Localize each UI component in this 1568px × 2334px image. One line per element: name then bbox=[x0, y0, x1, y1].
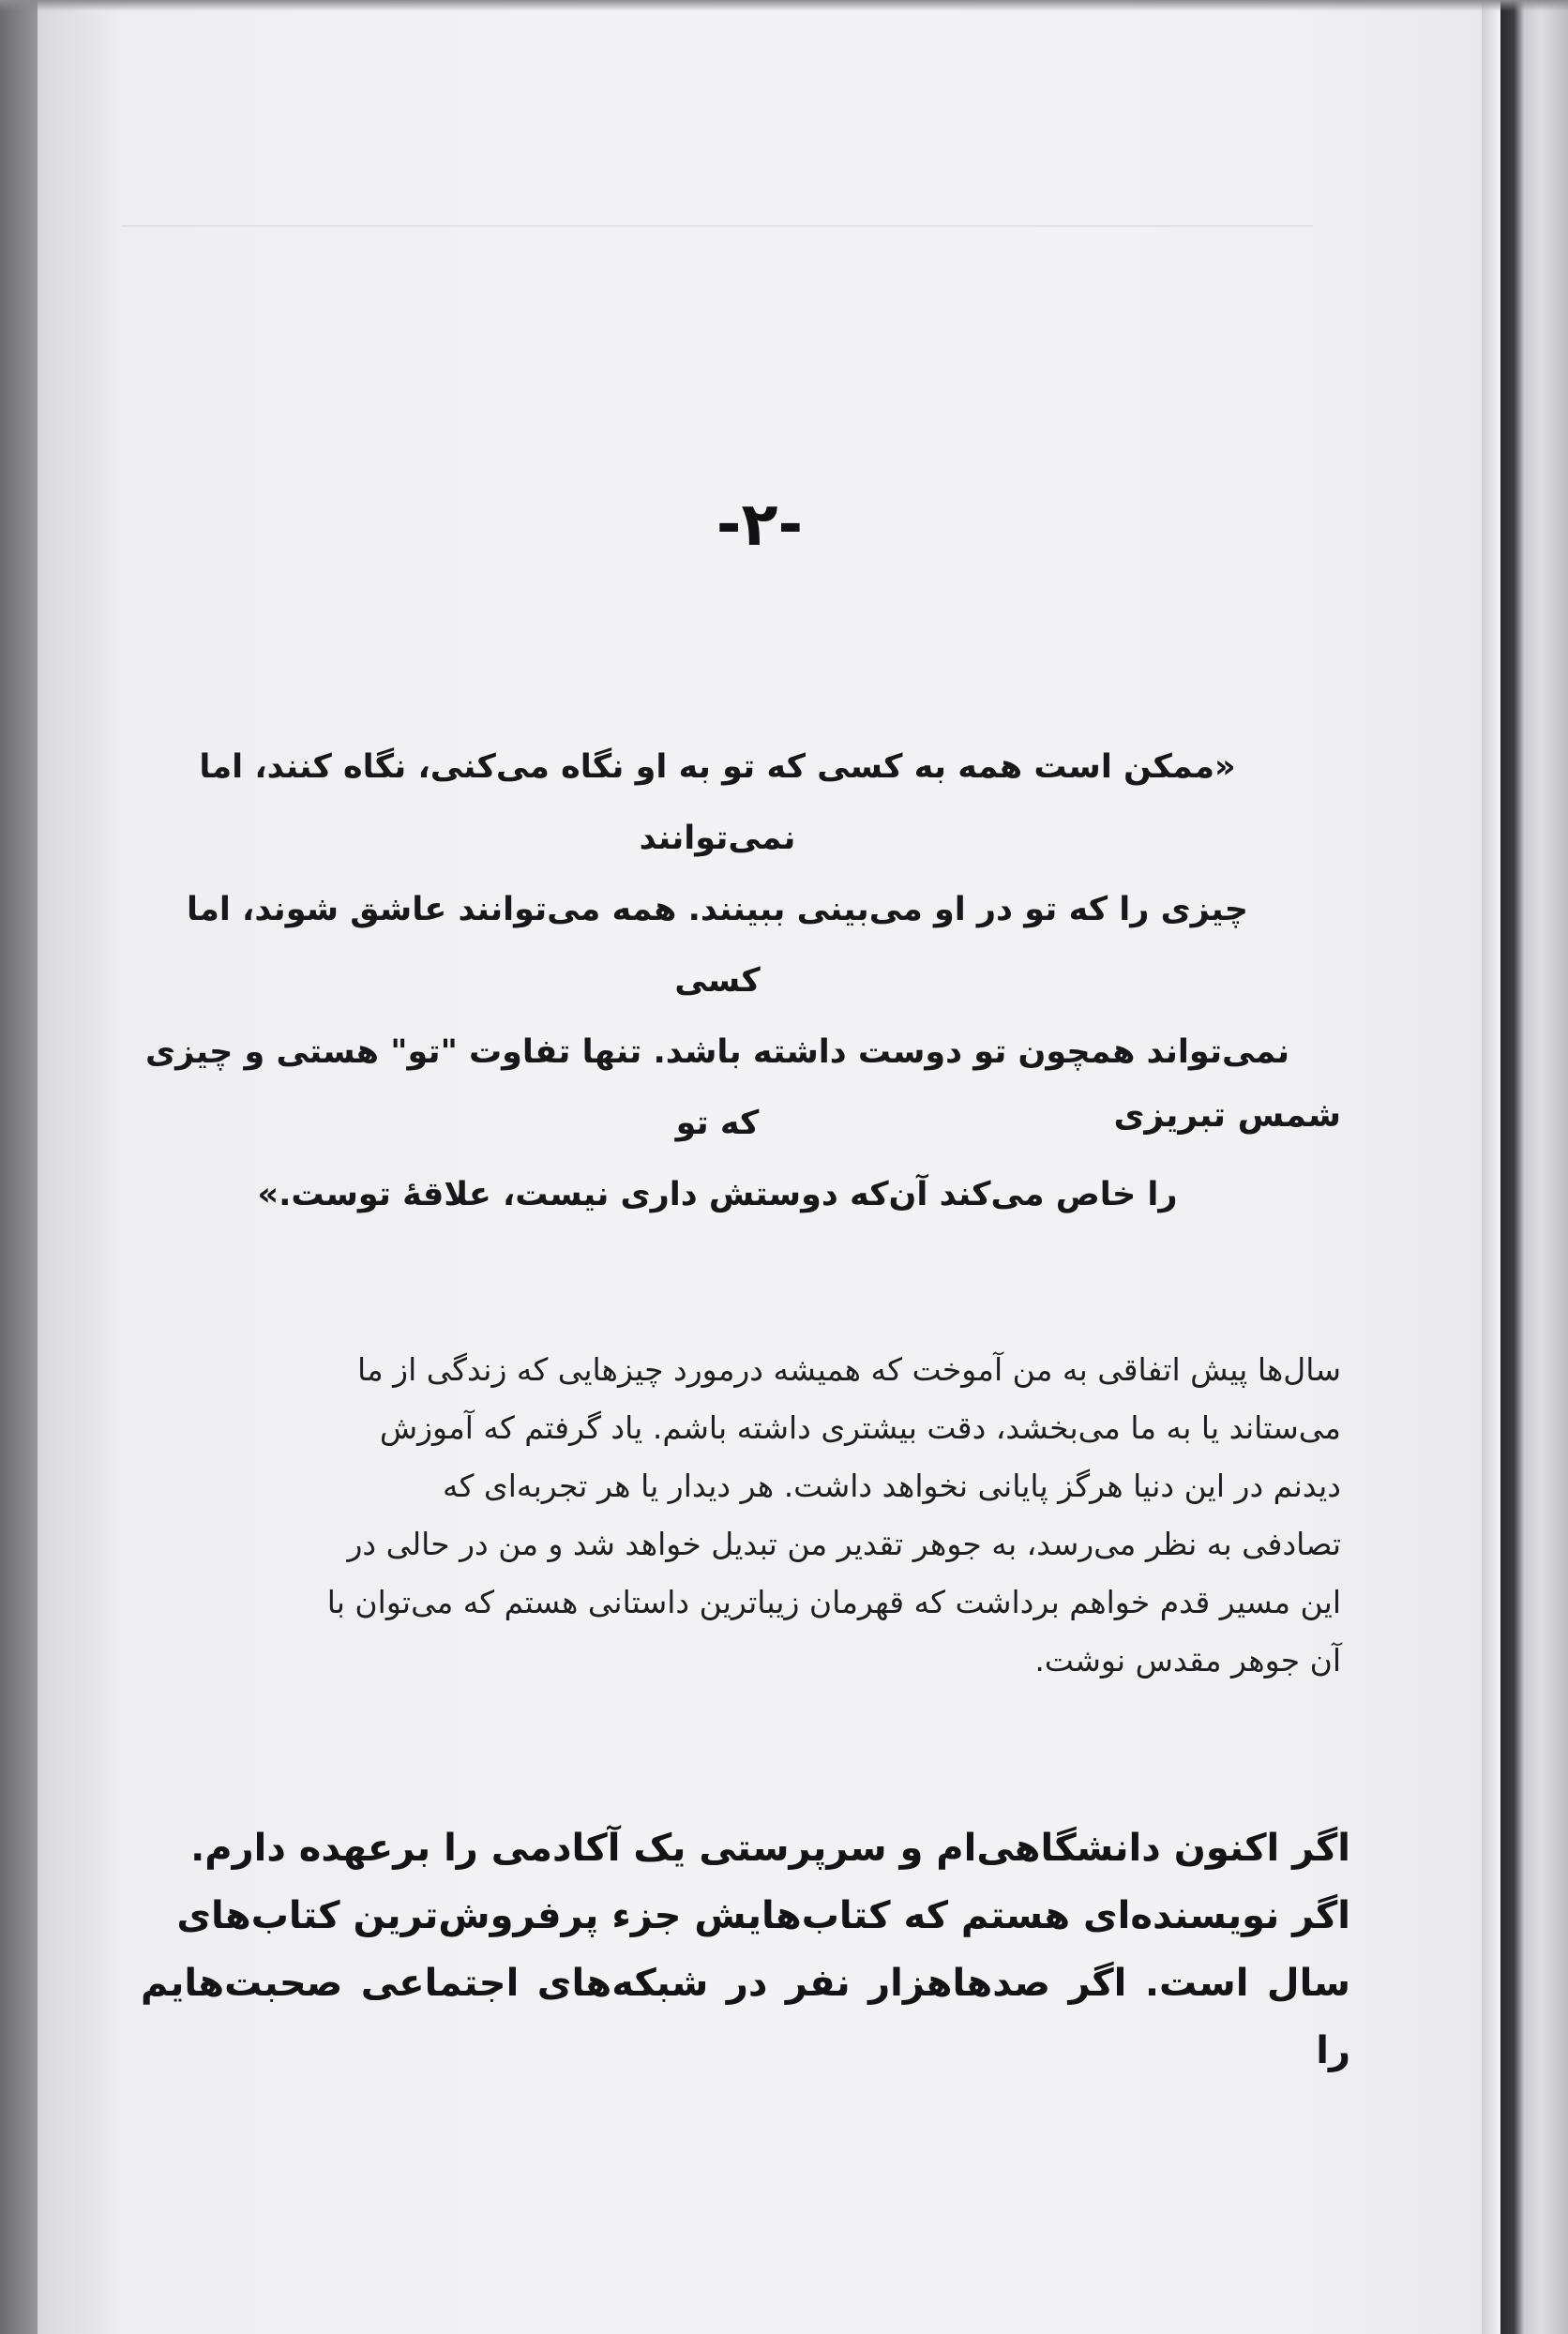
emphasis-line: اگر اکنون دانشگاهی‌ام و سرپرستی یک آکادمی را برعهده دارم. bbox=[190, 1827, 1350, 1870]
quote-line: نمی‌تواند همچون تو دوست داشته باشد. تنها تفاوت "تو" هستی و چیزی که تو bbox=[145, 1033, 1289, 1142]
body-line: دیدنم در این دنیا هرگز پایانی نخواهد داشت. هر دیدار یا هر تجربه‌ای که bbox=[443, 1468, 1341, 1504]
quote-line: چیزی را که تو در او می‌بینی ببینند. همه می‌توانند عاشق شوند، اما کسی bbox=[187, 891, 1248, 1000]
quote-author: شمس تبریزی bbox=[1113, 1096, 1341, 1135]
quote-line: را خاص می‌کند آن‌که دوستش داری نیست، علاقهٔ توست.» bbox=[257, 1176, 1178, 1213]
chapter-number: -۲- bbox=[716, 490, 804, 560]
body-line: آن جوهر مقدس نوشت. bbox=[1034, 1642, 1341, 1679]
top-shadow bbox=[0, 0, 1568, 11]
body-line: می‌ستاند یا به ما می‌بخشد، دقت بیشتری داشته باشم. یاد گرفتم که آموزش bbox=[379, 1409, 1341, 1446]
bleed-through-rule bbox=[122, 225, 1313, 227]
body-line: تصادفی به نظر می‌رسد، به جوهر تقدیر من تبدیل خواهد شد و من در حالی در bbox=[347, 1526, 1341, 1562]
emphasis-paragraph bbox=[141, 1814, 1350, 2085]
emphasis-line: اگر نویسنده‌ای هستم که کتاب‌هایش جزء پرفروش‌ترین کتاب‌های bbox=[176, 1894, 1350, 1937]
page-edge bbox=[1482, 0, 1500, 2334]
body-line: سال‌ها پیش اتفاقی به من آموخت که همیشه درمورد چیزهایی که زندگی از ما bbox=[356, 1351, 1341, 1388]
body-line: این مسیر قدم خواهم برداشت که قهرمان زیباترین داستانی هستم که می‌توان با bbox=[326, 1584, 1341, 1620]
book-cover-edge bbox=[1500, 0, 1568, 2334]
quote-line: «ممکن است همه به کسی که تو به او نگاه می‌کنی، نگاه کنند، اما نمی‌توانند bbox=[199, 748, 1236, 857]
emphasis-line: سال است. اگر صدهاهزار نفر در شبکه‌های اجتماعی صحبت‌هایم را bbox=[141, 1962, 1350, 2072]
body-paragraph bbox=[141, 1341, 1341, 1690]
epigraph-quote bbox=[141, 731, 1294, 1230]
